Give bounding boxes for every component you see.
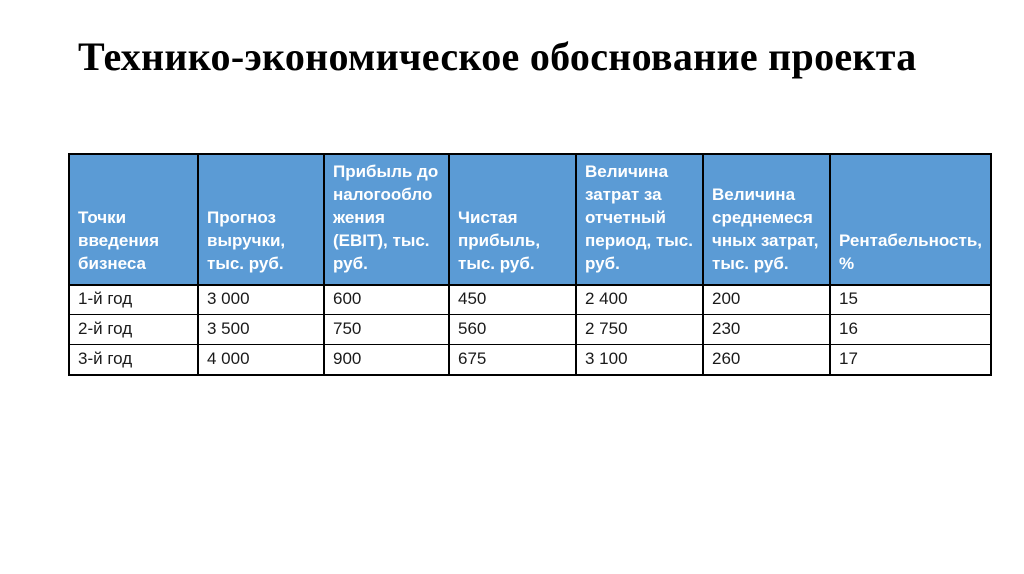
cell-monthly-costs: 200: [703, 285, 830, 315]
cell-revenue: 4 000: [198, 345, 324, 375]
header-cell-ebit: Прибыль до налогообложения (EBIT), тыс. руб.: [324, 154, 449, 285]
cell-year: 2-й год: [69, 315, 198, 345]
slide-title: Технико-экономическое обоснование проекта: [78, 34, 917, 79]
cell-profitability: 16: [830, 315, 991, 345]
cell-ebit: 900: [324, 345, 449, 375]
table-row-year-1: [69, 285, 991, 315]
cell-ebit: 600: [324, 285, 449, 315]
cell-ebit: 750: [324, 315, 449, 345]
feasibility-table: [68, 153, 992, 376]
table-row-year-3: [69, 345, 991, 375]
table-row-year-2: [69, 315, 991, 345]
cell-net-profit: 675: [449, 345, 576, 375]
cell-revenue: 3 000: [198, 285, 324, 315]
header-cell-profitability: Рентабельность, %: [830, 154, 991, 285]
header-cell-monthly-costs: Величина среднемесячных затрат, тыс. руб.: [703, 154, 830, 285]
cell-net-profit: 560: [449, 315, 576, 345]
cell-year: 3-й год: [69, 345, 198, 375]
header-cell-period-costs: Величина затрат за отчетный период, тыс. руб.: [576, 154, 703, 285]
header-cell-net-profit: Чистая прибыль, тыс. руб.: [449, 154, 576, 285]
cell-period-costs: 3 100: [576, 345, 703, 375]
cell-revenue: 3 500: [198, 315, 324, 345]
header-cell-business-points: Точки введения бизнеса: [69, 154, 198, 285]
table-header-row: [69, 154, 991, 285]
cell-period-costs: 2 750: [576, 315, 703, 345]
cell-monthly-costs: 230: [703, 315, 830, 345]
cell-period-costs: 2 400: [576, 285, 703, 315]
cell-net-profit: 450: [449, 285, 576, 315]
cell-year: 1-й год: [69, 285, 198, 315]
header-cell-revenue-forecast: Прогноз выручки, тыс. руб.: [198, 154, 324, 285]
cell-monthly-costs: 260: [703, 345, 830, 375]
cell-profitability: 17: [830, 345, 991, 375]
cell-profitability: 15: [830, 285, 991, 315]
